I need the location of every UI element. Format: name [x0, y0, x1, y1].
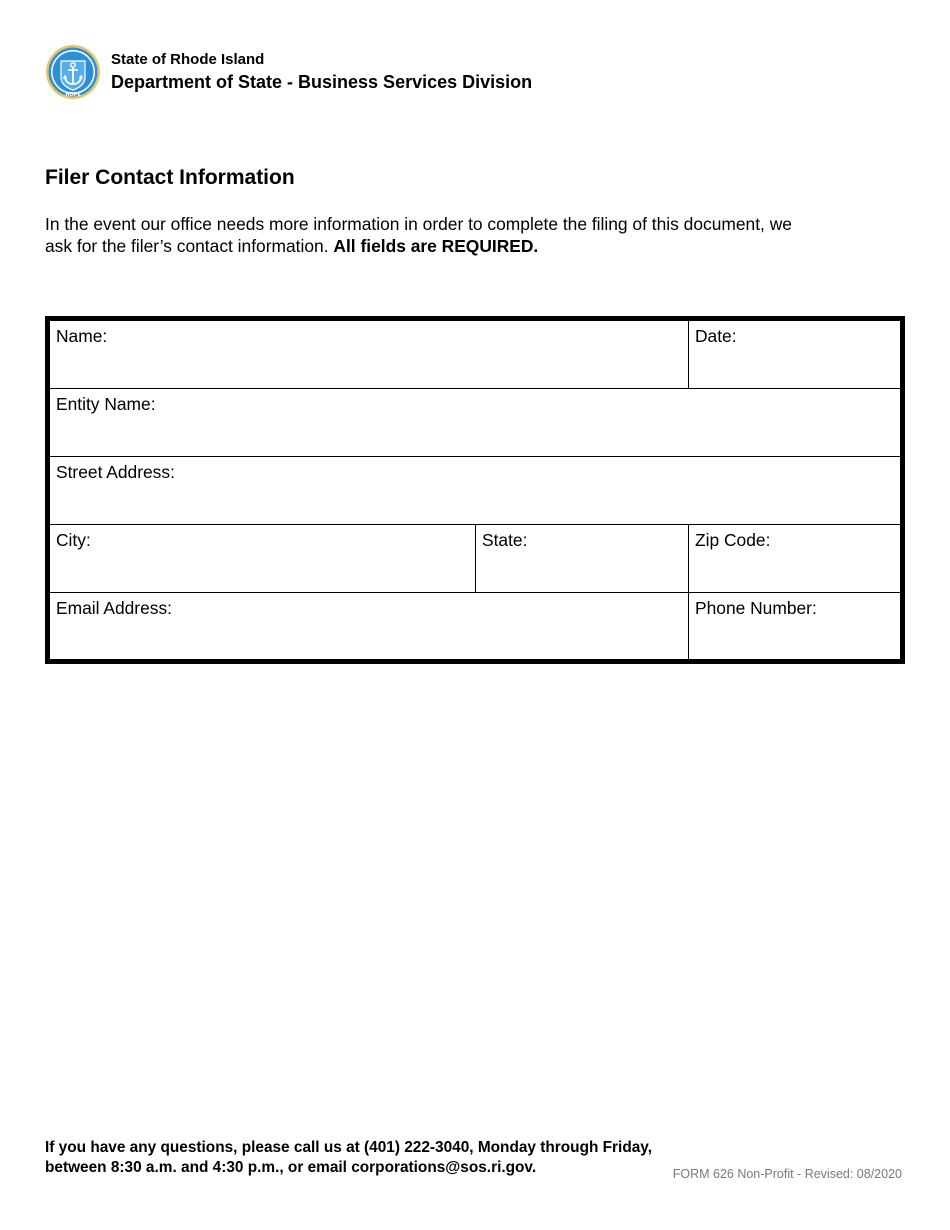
zip-code-label: Zip Code: — [695, 530, 771, 550]
email-address-field[interactable] — [50, 593, 688, 659]
contact-help-note — [45, 1138, 652, 1178]
entity-name-field[interactable] — [50, 389, 900, 456]
state-field[interactable] — [475, 525, 688, 592]
agency-division-name: Department of State - Business Services Division — [111, 72, 533, 92]
form-row-name-date — [50, 321, 900, 389]
seal-hope-text: HOPE — [65, 92, 81, 98]
city-label: City: — [56, 530, 91, 550]
zip-code-field[interactable] — [688, 525, 900, 592]
agency-state-name: State of Rhode Island — [111, 51, 265, 68]
entity-name-label: Entity Name: — [56, 394, 156, 414]
contact-help-line1: If you have any questions, please call us at (401) 222-3040, Monday through Friday, — [45, 1139, 652, 1156]
contact-help-line2: between 8:30 a.m. and 4:30 p.m., or email corporations@sos.ri.gov. — [45, 1159, 537, 1176]
filer-contact-form — [45, 316, 905, 664]
name-label: Name: — [56, 326, 108, 346]
name-field[interactable] — [50, 321, 688, 388]
state-seal-anchor-icon — [45, 44, 101, 100]
required-notice: All fields are REQUIRED. — [333, 236, 539, 256]
page-title: Filer Contact Information — [45, 166, 295, 189]
phone-number-field[interactable] — [688, 593, 900, 659]
date-field[interactable] — [688, 321, 900, 388]
phone-number-label: Phone Number: — [695, 598, 817, 618]
intro-text: In the event our office needs more information in order to complete the filing of this document, we ask for the filer’s contact information. — [45, 214, 792, 256]
date-label: Date: — [695, 326, 737, 346]
street-address-label: Street Address: — [56, 462, 175, 482]
state-label: State: — [482, 530, 528, 550]
form-row-city-state-zip — [50, 525, 900, 593]
form-row-entity-name — [50, 389, 900, 457]
form-revision-id: FORM 626 Non-Profit - Revised: 08/2020 — [672, 1167, 902, 1181]
form-row-street-address — [50, 457, 900, 525]
street-address-field[interactable] — [50, 457, 900, 524]
city-field[interactable] — [50, 525, 475, 592]
intro-paragraph — [45, 213, 805, 257]
form-row-email-phone — [50, 593, 900, 659]
email-address-label: Email Address: — [56, 598, 172, 618]
